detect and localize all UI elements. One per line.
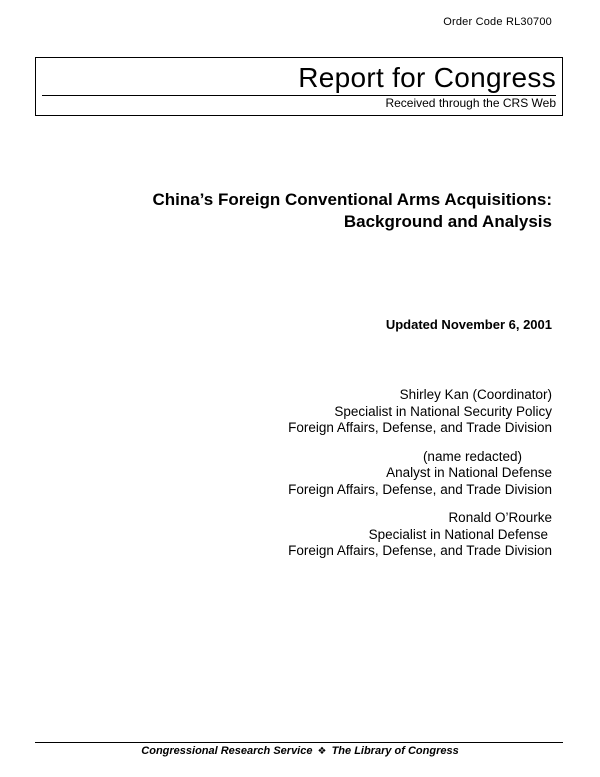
report-title — [152, 189, 552, 233]
updated-date: Updated November 6, 2001 — [385, 317, 552, 332]
footer — [0, 745, 600, 757]
author-title: Analyst in National Defense — [386, 465, 552, 480]
order-code: Order Code RL30700 — [443, 16, 552, 28]
author-block — [288, 449, 552, 499]
author-block — [288, 387, 552, 437]
author-division: Foreign Affairs, Defense, and Trade Division — [288, 481, 552, 497]
banner-title: Report for Congress — [298, 62, 556, 93]
author-name: Ronald O’Rourke — [448, 510, 552, 525]
footer-library: The Library of Congress — [331, 745, 459, 757]
author-division: Foreign Affairs, Defense, and Trade Division — [288, 420, 552, 435]
diamond-icon: ❖ — [317, 746, 327, 757]
report-title-line-2: Background and Analysis — [343, 212, 552, 231]
author-list — [288, 387, 552, 572]
report-banner — [35, 57, 563, 116]
footer-divider — [35, 742, 563, 743]
footer-org: Congressional Research Service — [141, 745, 313, 757]
author-title: Specialist in National Security Policy — [334, 403, 552, 419]
author-division: Foreign Affairs, Defense, and Trade Division — [288, 543, 552, 558]
author-name: Shirley Kan (Coordinator) — [399, 387, 552, 402]
author-title: Specialist in National Defense — [368, 526, 548, 542]
report-title-line-1: China’s Foreign Conventional Arms Acquisitions: — [152, 190, 552, 209]
author-block — [288, 510, 552, 560]
author-name: (name redacted) — [422, 448, 522, 464]
banner-subtitle: Received through the CRS Web — [385, 96, 556, 110]
